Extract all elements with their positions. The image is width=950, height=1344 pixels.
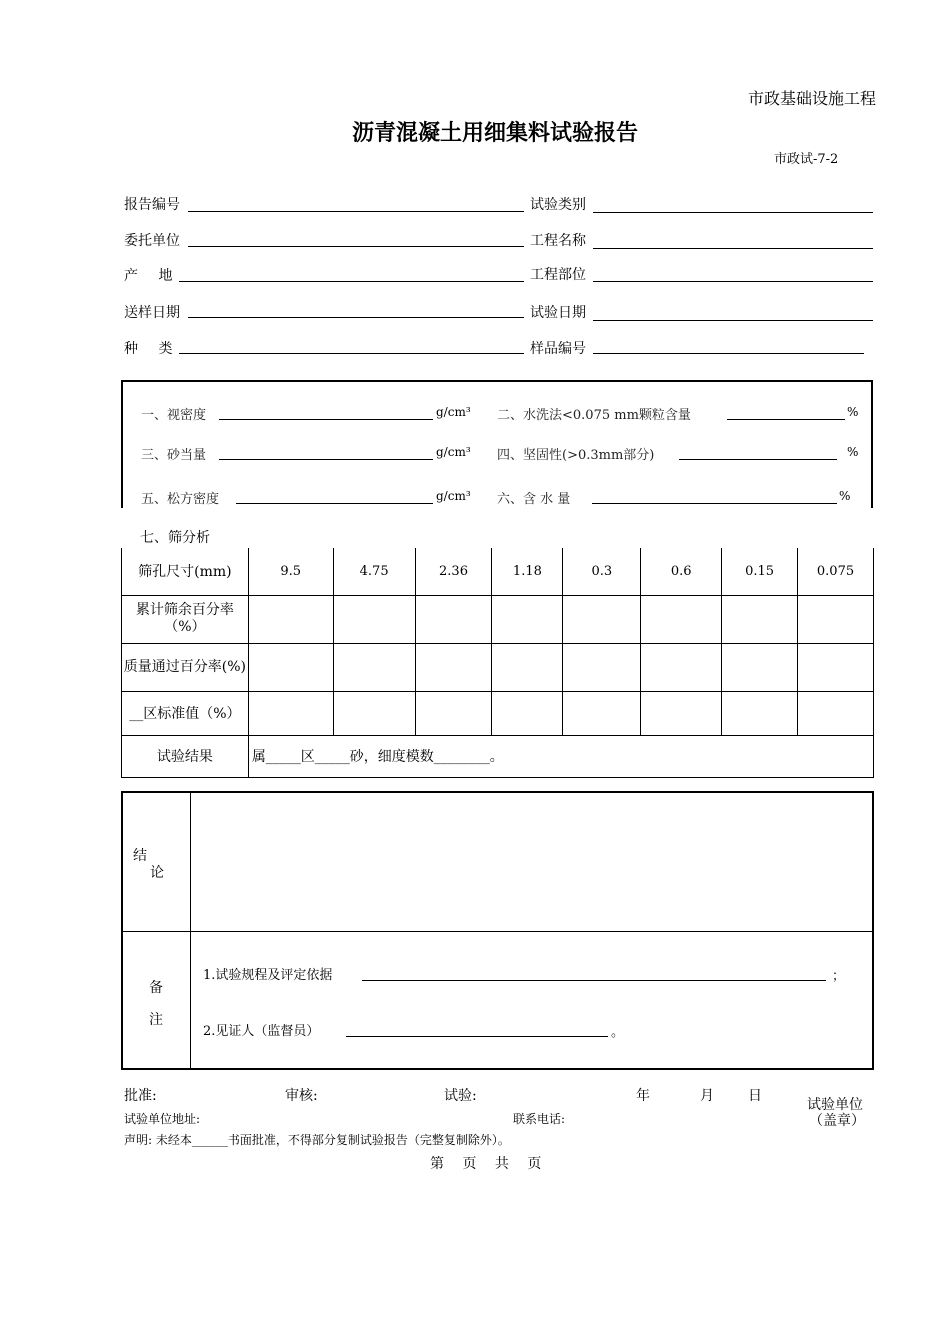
project-name-label: 工程名称 [530,233,586,249]
month-label: 月 [700,1088,714,1104]
data-cell[interactable] [492,691,563,735]
page-number: 第 页 共 页 [430,1156,542,1172]
data-cell[interactable] [798,691,874,735]
remark-standard-end: ； [832,969,846,984]
mass-passing-label: 质量通过百分率(%) [122,643,249,691]
wash-fines-unit: % [847,405,859,419]
remark-standard-line[interactable] [362,980,826,981]
report-no-label: 报告编号 [124,197,180,213]
conclusion-label-2: 论 [150,865,164,881]
sieve-table [121,548,874,778]
standard-value-label: __区标准值（%） [122,691,249,735]
data-cell[interactable] [641,595,722,643]
data-cell[interactable] [415,595,492,643]
sand-equivalent-unit: g/cm³ [436,445,471,459]
test-type-label: 试验类别 [530,197,586,213]
test-result-row [122,735,874,777]
sample-no-line[interactable] [593,353,864,354]
test-type-line[interactable] [593,212,873,213]
apparent-density-line[interactable] [219,419,433,420]
data-cell[interactable] [248,643,333,691]
data-cell[interactable] [722,691,798,735]
wash-fines-line[interactable] [727,419,845,420]
data-cell[interactable] [333,643,415,691]
data-cell[interactable] [641,691,722,735]
bulk-density-label: 五、松方密度 [141,492,220,507]
document-title: 沥青混凝土用细集料试验报告 [351,121,638,146]
data-cell[interactable] [722,595,798,643]
sieve-size-cell: 2.36 [415,548,492,595]
form-code: 市政试-7-2 [774,152,839,167]
remark-witness-label: 2.见证人（监督员） [203,1024,320,1039]
wash-fines-label: 二、水洗法<0.075 mm颗粒含量 [497,408,691,423]
cumulative-retained-row [122,595,874,643]
moisture-content-label: 六、含 水 量 [497,492,571,507]
sieve-size-row [122,548,874,595]
kind-label: 种 类 [124,341,173,357]
bulk-density-unit: g/cm³ [436,489,471,503]
kind-line[interactable] [179,353,524,354]
origin-label: 产 地 [124,268,173,284]
unit-address-label: 试验单位地址: [124,1112,201,1126]
data-cell[interactable] [415,643,492,691]
remarks-label-2: 注 [149,1012,163,1028]
client-label: 委托单位 [124,233,180,249]
mass-passing-row [122,643,874,691]
remark-standard-label: 1.试验规程及评定依据 [203,968,333,983]
data-cell[interactable] [248,595,333,643]
year-label: 年 [636,1088,650,1104]
test-result-text[interactable]: 属_____区_____砂，细度模数________。 [248,735,873,777]
conclusion-content[interactable] [192,793,872,930]
sand-equivalent-line[interactable] [219,459,433,460]
standard-value-row [122,691,874,735]
conclusion-separator [121,931,874,932]
project-name-line[interactable] [593,248,873,249]
soundness-line[interactable] [679,459,837,460]
project-part-label: 工程部位 [530,267,586,283]
remark-witness-end: 。 [611,1025,625,1040]
data-cell[interactable] [563,691,641,735]
sieve-size-cell: 1.18 [492,548,563,595]
tester-label: 试验: [444,1088,477,1104]
sieve-size-cell: 0.15 [722,548,798,595]
soundness-unit: % [847,445,859,459]
review-label: 审核: [285,1088,318,1104]
sand-equivalent-label: 三、砂当量 [141,448,207,463]
data-cell[interactable] [798,595,874,643]
test-date-label: 试验日期 [530,305,586,321]
apparent-density-label: 一、视密度 [141,408,207,423]
sieve-analysis-title: 七、筛分析 [140,530,210,546]
sieve-size-cell: 0.075 [798,548,874,595]
data-cell[interactable] [333,595,415,643]
seal-label: （盖章） [809,1113,865,1129]
cumulative-retained-label: 累计筛余百分率（%） [122,595,249,643]
sample-date-line[interactable] [188,317,524,318]
statement-text: 声明: 未经本______书面批准，不得部分复制试验报告（完整复制除外）。 [124,1133,510,1147]
sieve-size-label: 筛孔尺寸(mm) [122,548,249,595]
testing-unit-label: 试验单位 [807,1097,863,1113]
data-cell[interactable] [563,643,641,691]
test-date-line[interactable] [593,320,873,321]
data-cell[interactable] [248,691,333,735]
client-line[interactable] [188,246,524,247]
report-no-line[interactable] [188,211,524,212]
data-cell[interactable] [722,643,798,691]
contact-phone-label: 联系电话: [513,1112,566,1126]
remarks-label-1: 备 [149,980,163,996]
data-cell[interactable] [563,595,641,643]
approve-label: 批准: [124,1088,157,1104]
remark-witness-line[interactable] [346,1036,608,1037]
sample-date-label: 送样日期 [124,305,180,321]
moisture-content-line[interactable] [592,503,837,504]
test-result-label: 试验结果 [122,735,249,777]
moisture-content-unit: % [839,489,851,503]
conclusion-label-1: 结 [133,848,147,864]
sieve-size-cell: 9.5 [248,548,333,595]
day-label: 日 [748,1088,762,1104]
soundness-label: 四、坚固性(>0.3mm部分) [497,448,655,463]
data-cell[interactable] [415,691,492,735]
data-cell[interactable] [641,643,722,691]
origin-line[interactable] [179,281,524,282]
sieve-size-cell: 0.6 [641,548,722,595]
apparent-density-unit: g/cm³ [436,405,471,419]
sample-no-label: 样品编号 [530,341,586,357]
sieve-size-cell: 0.3 [563,548,641,595]
document-category: 市政基础设施工程 [747,89,876,108]
project-part-line[interactable] [593,281,873,282]
data-cell[interactable] [333,691,415,735]
data-cell[interactable] [798,643,874,691]
bulk-density-line[interactable] [236,503,433,504]
data-cell[interactable] [492,643,563,691]
sieve-size-cell: 4.75 [333,548,415,595]
data-cell[interactable] [492,595,563,643]
